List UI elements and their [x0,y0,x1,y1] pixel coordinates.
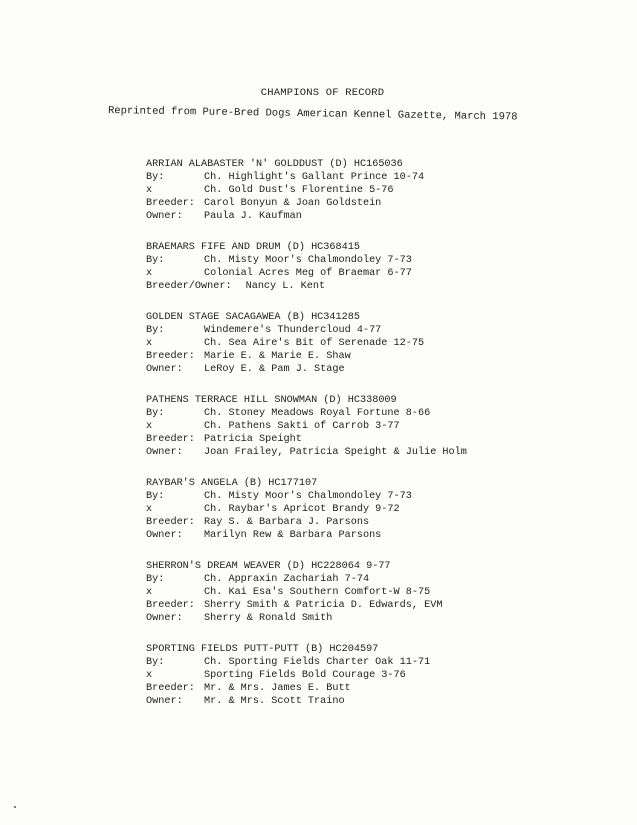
line-label: Breeder/Owner: [146,281,232,292]
pedigree-line [146,280,616,293]
pedigree-line [146,420,616,433]
champion-entry [146,311,616,376]
document-title: CHAMPIONS OF RECORD [260,87,385,99]
champion-entry [146,477,616,542]
line-value: Ch. Misty Moor's Chalmondoley 7-73 [204,255,412,266]
champion-list [146,158,616,726]
line-label: By: [146,408,165,419]
pedigree-line [146,337,616,350]
champion-heading: ARRIAN ALABASTER 'N' GOLDDUST (D) HC165036 [146,159,403,170]
line-label: x [146,185,153,196]
line-label: Owner: [146,530,183,541]
pedigree-line [146,210,616,223]
line-label: x [146,268,153,279]
line-value: Sherry Smith & Patricia D. Edwards, EVM [204,600,443,611]
line-label: Breeder: [146,434,195,445]
line-label: Breeder: [146,351,195,362]
line-value: Sherry & Ronald Smith [204,613,333,624]
pedigree-line [146,350,616,363]
line-label: By: [146,574,165,585]
line-label: x [146,670,153,681]
pedigree-line [146,656,616,669]
champion-entry [146,158,616,223]
line-value: Ch. Appraxin Zachariah 7-74 [204,574,370,585]
champion-heading: BRAEMARS FIFE AND DRUM (D) HC368415 [146,242,360,253]
line-label: By: [146,491,165,502]
line-label: x [146,338,153,349]
line-value: Ch. Highlight's Gallant Prince 10-74 [204,172,425,183]
line-value: Mr. & Mrs. Scott Traino [204,696,345,707]
pedigree-line [146,490,616,503]
line-value: Mr. & Mrs. James E. Butt [204,683,351,694]
line-value: Ch. Raybar's Apricot Brandy 9-72 [204,504,400,515]
line-value: Joan Frailey, Patricia Speight & Julie Holm [204,447,467,458]
line-label: Owner: [146,447,183,458]
line-value: Ch. Sea Aire's Bit of Serenade 12-75 [204,338,425,349]
document-subtitle: Reprinted from Pure-Bred Dogs American Kennel Gazette, March 1978 [107,105,518,124]
line-value: Patricia Speight [204,434,302,445]
line-value: Windemere's Thundercloud 4-77 [204,325,382,336]
line-value: Sporting Fields Bold Courage 3-76 [204,670,406,681]
champion-entry [146,560,616,625]
line-label: x [146,504,153,515]
line-value: Ch. Sporting Fields Charter Oak 11-71 [204,657,431,668]
paper-speck [14,806,16,808]
champion-heading: PATHENS TERRACE HILL SNOWMAN (D) HC338009 [146,395,397,406]
line-label: Owner: [146,364,183,375]
line-label: Breeder: [146,600,195,611]
pedigree-line [146,267,616,280]
pedigree-line [146,516,616,529]
line-value: Ch. Kai Esa's Southern Comfort-W 8-75 [204,587,431,598]
line-value: Colonial Acres Meg of Braemar 6-77 [204,268,412,279]
champion-heading: SHERRON'S DREAM WEAVER (D) HC228064 9-77 [146,561,391,572]
line-label: Breeder: [146,683,195,694]
line-value: Marie E. & Marie E. Shaw [204,351,351,362]
champion-entry [146,643,616,708]
pedigree-line [146,446,616,459]
pedigree-line [146,197,616,210]
line-label: By: [146,255,165,266]
line-value: Marilyn Rew & Barbara Parsons [204,530,382,541]
champion-heading: GOLDEN STAGE SACAGAWEA (B) HC341285 [146,312,360,323]
pedigree-line [146,171,616,184]
line-value: Carol Bonyun & Joan Goldstein [204,198,382,209]
line-value: Nancy L. Kent [245,281,326,292]
champion-heading: RAYBAR'S ANGELA (B) HC177107 [146,478,318,489]
line-value: Ray S. & Barbara J. Parsons [204,517,370,528]
line-label: By: [146,325,165,336]
line-value: LeRoy E. & Pam J. Stage [204,364,345,375]
pedigree-line [146,573,616,586]
line-label: Owner: [146,211,183,222]
pedigree-line [146,669,616,682]
pedigree-line [146,682,616,695]
champion-entry [146,394,616,459]
line-value: Ch. Stoney Meadows Royal Fortune 8-66 [204,408,431,419]
line-label: Breeder: [146,517,195,528]
line-label: Breeder: [146,198,195,209]
line-value: Ch. Misty Moor's Chalmondoley 7-73 [204,491,412,502]
line-label: Owner: [146,696,183,707]
pedigree-line [146,254,616,267]
pedigree-line [146,599,616,612]
line-value: Ch. Gold Dust's Florentine 5-76 [204,185,394,196]
line-label: x [146,421,153,432]
line-label: Owner: [146,613,183,624]
champion-entry [146,241,616,293]
line-label: By: [146,657,165,668]
pedigree-line [146,433,616,446]
line-value: Paula J. Kaufman [204,211,302,222]
pedigree-line [146,586,616,599]
pedigree-line [146,695,616,708]
pedigree-line [146,529,616,542]
champion-heading: SPORTING FIELDS PUTT-PUTT (B) HC204597 [146,644,379,655]
pedigree-line [146,407,616,420]
line-label: By: [146,172,165,183]
pedigree-line [146,503,616,516]
pedigree-line [146,324,616,337]
line-label: x [146,587,153,598]
pedigree-line [146,612,616,625]
pedigree-line [146,184,616,197]
pedigree-line [146,363,616,376]
line-value: Ch. Pathens Sakti of Carrob 3-77 [204,421,400,432]
